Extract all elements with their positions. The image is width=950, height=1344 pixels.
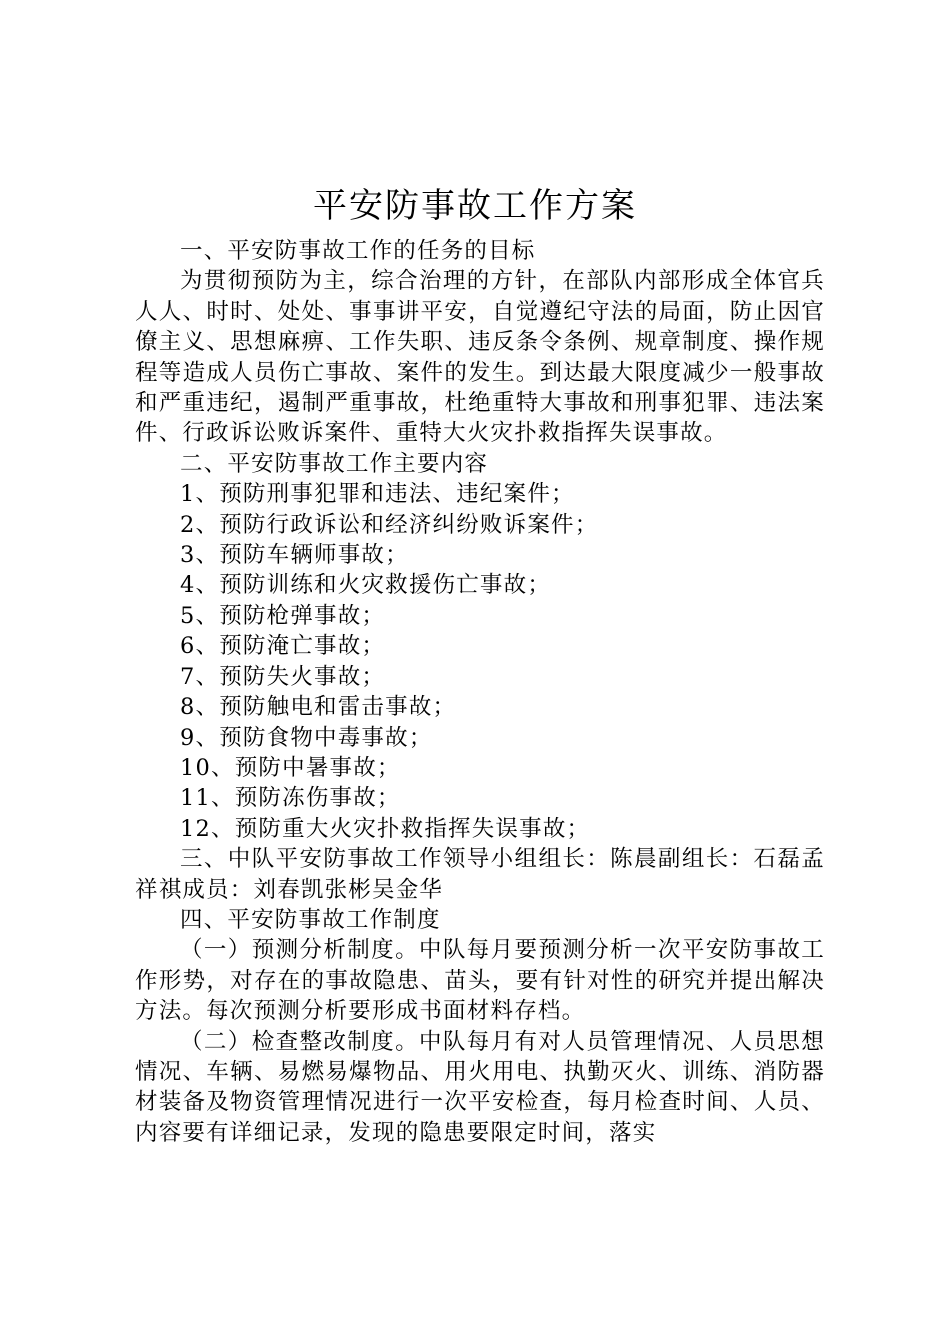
section-heading-3-leadership: 三、中队平安防事故工作领导小组组长：陈晨副组长：石磊孟祥祺成员：刘春凯张彬吴金华	[135, 846, 825, 903]
document-body	[135, 236, 825, 1148]
list-item: 2、预防行政诉讼和经济纠纷败诉案件；	[180, 511, 599, 538]
paragraph-goal: 为贯彻预防为主，综合治理的方针，在部队内部形成全体官兵人人、时时、处处、事事讲平安，自觉遵纪守法的局面，防止因官僚主义、思想麻痹、工作失职、违反条令条例、规章制度、操作规程等造成人员伤亡事故、案件的发生。到达最大限度减少一般事故和严重违纪，遏制严重事故，杜绝重特大事故和刑事犯罪、违法案件、行政诉讼败诉案件、重特大火灾扑救指挥失误事故。	[135, 268, 825, 447]
list-item: 6、预防淹亡事故；	[180, 633, 386, 660]
section-heading-2: 二、平安防事故工作主要内容	[180, 450, 489, 477]
document-title: 平安防事故工作方案	[313, 186, 637, 226]
list-item: 4、预防训练和火灾救援伤亡事故；	[180, 572, 552, 599]
section-heading-4: 四、平安防事故工作制度	[180, 906, 441, 933]
list-item: 7、预防失火事故；	[180, 663, 386, 690]
list-item: 9、预防食物中毒事故；	[180, 724, 433, 751]
list-item: 5、预防枪弹事故；	[180, 602, 386, 629]
section-heading-1: 一、平安防事故工作的任务的目标	[180, 238, 536, 264]
list-item: 12、预防重大火灾扑救指挥失误事故；	[180, 815, 591, 842]
list-item: 3、预防车辆师事故；	[180, 542, 409, 569]
list-item: 1、预防刑事犯罪和违法、违纪案件；	[180, 481, 575, 508]
paragraph-inspection-system: （二）检查整改制度。中队每月有对人员管理情况、人员思想情况、车辆、易燃易爆物品、用火用电、执勤灭火、训练、消防器材装备及物资管理情况进行一次平安检查，每月检查时间、人员、内容要有详细记录，发现的隐患要限定时间，落实	[135, 1028, 825, 1146]
paragraph-forecast-system: （一）预测分析制度。中队每月要预测分析一次平安防事故工作形势，对存在的事故隐患、苗头，要有针对性的研究并提出解决方法。每次预测分析要形成书面材料存档。	[135, 937, 825, 1025]
list-item: 8、预防触电和雷击事故；	[180, 694, 457, 721]
list-item: 11、预防冻伤事故；	[180, 785, 401, 812]
list-item: 10、预防中暑事故；	[180, 754, 401, 781]
